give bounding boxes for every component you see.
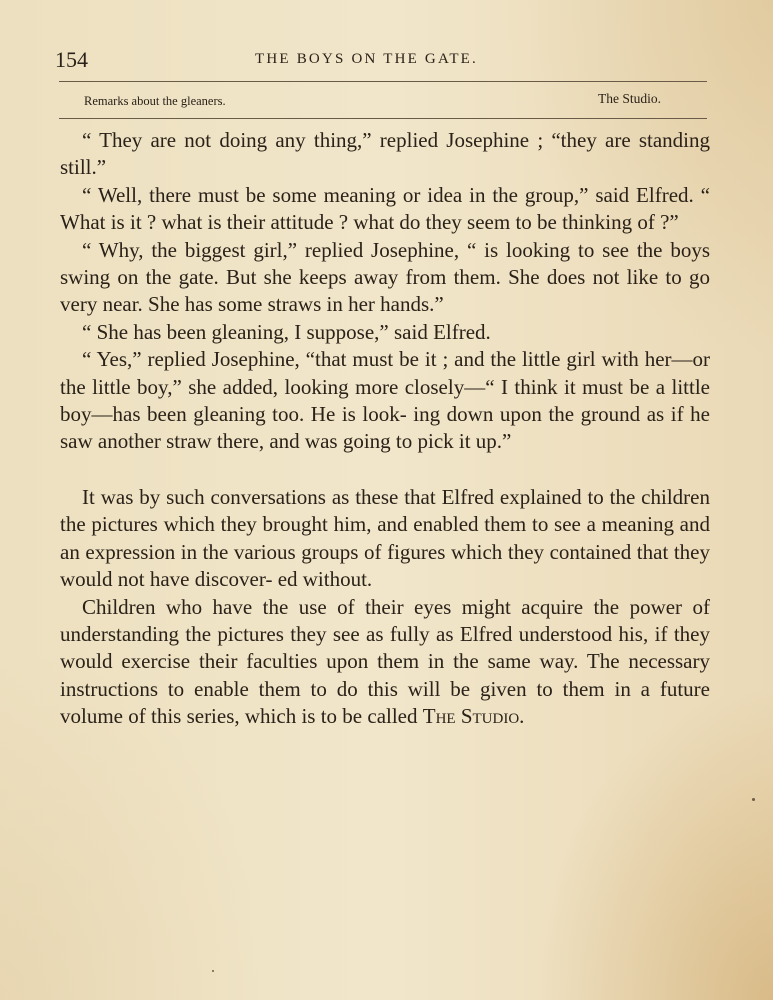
headnote-left: Remarks about the gleaners.	[84, 94, 226, 108]
paragraph-4: “ She has been gleaning, I suppose,” said Elfred.	[82, 319, 491, 344]
running-title: THE BOYS ON THE GATE.	[255, 51, 478, 67]
running-head	[55, 47, 710, 73]
header-bottom-rule	[59, 118, 707, 119]
header-top-rule	[59, 81, 707, 82]
paragraph-6: It was by such conversations as these that Elfred explained to the children the pictures which they brought him, and enabled them to see a meaning and an expression in the various groups of figures which they contained that they would not have discover- ed without.	[60, 484, 710, 592]
series-title: The Studio.	[422, 704, 525, 729]
paper-speck	[212, 970, 214, 972]
paper-speck	[752, 798, 755, 801]
paragraph-2: “ Well, there must be some meaning or idea in the group,” said Elfred. “ What is it ? what is their attitude ? what do they seem to be thinking of ?”	[60, 182, 710, 235]
headnote-right: The Studio.	[598, 91, 661, 106]
body-text	[60, 127, 710, 731]
page-number: 154	[55, 47, 88, 72]
paragraph-1: “ They are not doing any thing,” replied Josephine ; “they are standing still.”	[60, 128, 710, 180]
paragraph-7-text: Children who have the use of their eyes might acquire the power of understanding the pictures they see as fully as Elfred understood his, if they would exercise their faculties upon them in the same way. The necessary instructions to enable them to do this will be given to them in a future volume of this series, which is to be called	[60, 594, 710, 729]
paragraph-7	[60, 594, 710, 731]
paragraph-5: “ Yes,” replied Josephine, “that must be it ; and the little girl with her—or the little boy,” she added, looking more closely—“ I think it must be a little boy—has been gleaning too. He is look- ing down upon the ground as if he saw another straw there, and was going to pick it up.”	[60, 347, 710, 454]
paragraph-3: “ Why, the biggest girl,” replied Josephine, “ is looking to see the boys swing on the gate. But she keeps away from them. She does not like to go very near. She has some straws in her hands.”	[60, 237, 710, 317]
